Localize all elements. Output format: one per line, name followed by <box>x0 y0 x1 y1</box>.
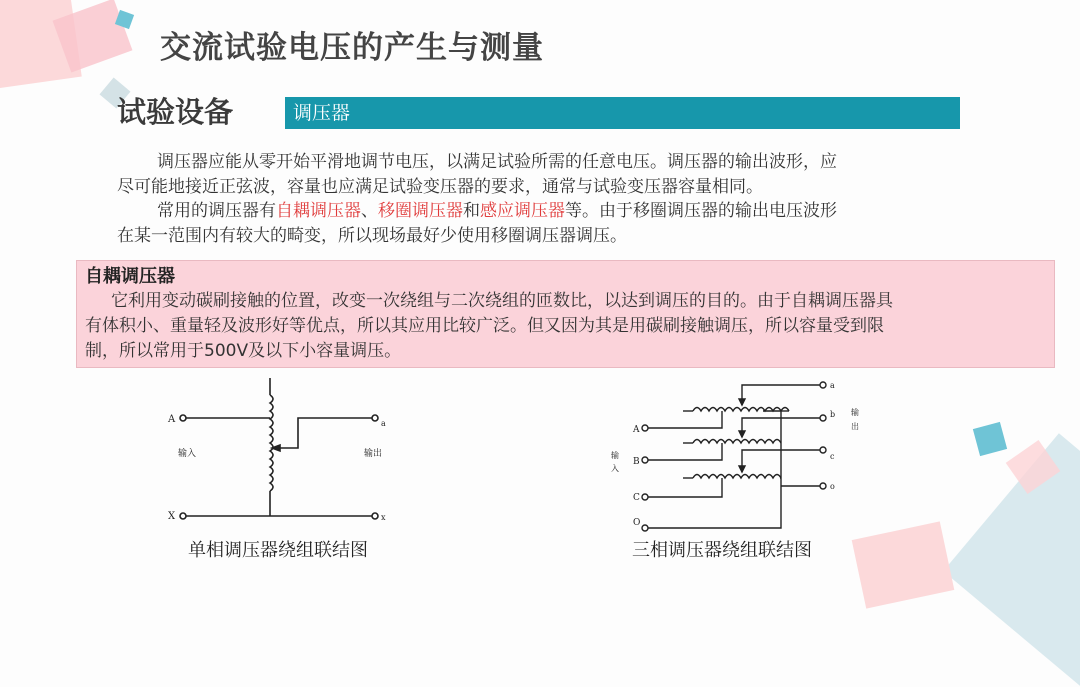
label-a: a <box>830 381 835 390</box>
autotransformer-box <box>76 260 1055 368</box>
label-input-1: 输 <box>611 451 619 460</box>
single-phase-caption: 单相调压器绕组联结图 <box>188 540 368 561</box>
label-output-1: 输 <box>851 408 859 417</box>
text: 、 <box>361 201 378 221</box>
decor-pink-rect-bottom <box>852 521 955 608</box>
label-x: x <box>381 513 386 522</box>
label-c: c <box>830 452 835 461</box>
single-phase-diagram <box>150 370 440 535</box>
label-X: X <box>168 511 176 522</box>
label-O: O <box>633 518 641 528</box>
three-phase-caption: 三相调压器绕组联结图 <box>632 540 812 561</box>
label-A: A <box>633 425 640 435</box>
highlight-moving-coil: 移圈调压器 <box>378 201 463 221</box>
decor-teal-square-br <box>973 422 1007 456</box>
box-line: 制，所以常用于500V及以下小容量调压。 <box>85 341 402 361</box>
intro-line <box>117 199 997 224</box>
intro-line: 在某一范围内有较大的畸变，所以现场最好少使用移圈调压器调压。 <box>117 225 627 246</box>
label-input: 输入 <box>178 449 197 459</box>
label-input-2: 入 <box>611 464 619 473</box>
label-B: B <box>633 457 640 467</box>
slide-title: 交流试验电压的产生与测量 <box>160 30 544 66</box>
label-output-2: 出 <box>851 422 859 431</box>
label-o: o <box>830 482 835 491</box>
box-heading: 自耦调压器 <box>85 266 175 287</box>
box-line: 有体积小、重量轻及波形好等优点，所以其应用比较广泛。但又因为其是用碳刷接触调压，所以容量受到限 <box>85 316 884 336</box>
label-a: a <box>381 419 386 428</box>
label-A: A <box>168 414 176 425</box>
intro-line: 尽可能地接近正弦波，容量也应满足试验变压器的要求，通常与试验变压器容量相同。 <box>117 176 763 197</box>
highlight-autotransformer: 自耦调压器 <box>276 201 361 221</box>
label-b: b <box>830 410 836 419</box>
label-C: C <box>633 493 640 503</box>
intro-paragraph <box>117 150 997 248</box>
box-line: 它利用变动碳刷接触的位置，改变一次绕组与二次绕组的匝数比，以达到调压的目的。由于自耦调压器具 <box>111 291 893 311</box>
text: 常用的调压器有 <box>157 201 276 221</box>
text: 和 <box>463 201 480 221</box>
intro-line: 调压器应能从零开始平滑地调节电压，以满足试验所需的任意电压。调压器的输出波形，应 <box>157 152 837 172</box>
subsection-bar: 调压器 <box>285 97 960 129</box>
three-phase-diagram <box>600 370 860 535</box>
text: 等。由于移圈调压器的输出电压波形 <box>565 201 837 221</box>
label-output: 输出 <box>364 449 383 459</box>
section-heading: 试验设备 <box>117 95 234 129</box>
highlight-induction: 感应调压器 <box>480 201 565 221</box>
